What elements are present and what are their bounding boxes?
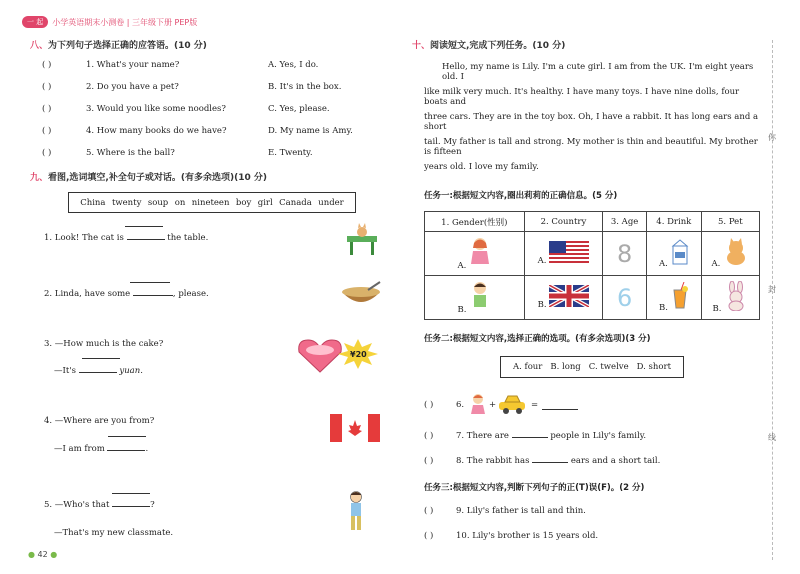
s9-question-5a: 5. —Who's that ? xyxy=(44,500,155,510)
header-badge: 一 起 xyxy=(22,16,48,28)
option: C. twelve xyxy=(588,362,629,372)
page-number: ● 42 ● xyxy=(28,550,58,559)
side-char: 封 xyxy=(768,285,776,294)
cat-icon xyxy=(723,238,749,266)
passage-line: Hello, my name is Lily. I'm a cute girl. I am from the UK. I'm eight years old. I xyxy=(442,62,754,82)
table-header: 4. Drink xyxy=(646,212,701,232)
question-6: 6. xyxy=(456,400,465,410)
option-box xyxy=(500,356,684,378)
passage-line: tail. My father is tall and strong. My mother is thin and beautiful. My brother is fifteen xyxy=(424,137,758,157)
answer-blank-upper[interactable] xyxy=(112,493,150,494)
uk-flag-icon xyxy=(549,285,589,307)
reading-passage xyxy=(424,62,764,187)
question-10: 10. Lily's brother is 15 years old. xyxy=(456,531,599,541)
answer-b: B. It's in the box. xyxy=(268,82,342,92)
canada-flag-icon xyxy=(330,414,380,442)
answer-blank[interactable] xyxy=(532,462,568,463)
paren-1[interactable]: ( ) xyxy=(42,60,52,70)
doll-icon xyxy=(470,393,486,415)
question-2: 2. Do you have a pet? xyxy=(86,82,179,92)
s9-question-1: 1. Look! The cat is the table. xyxy=(44,233,209,243)
answer-blank-upper[interactable] xyxy=(130,282,170,283)
girl-icon xyxy=(469,236,491,268)
answer-blank[interactable] xyxy=(542,409,578,410)
table-header: 1. Gender(性别) xyxy=(425,212,525,232)
question-9: 9. Lily's father is tall and thin. xyxy=(456,506,586,516)
info-table xyxy=(424,211,760,320)
section-8-title: 八、为下列句子选择正确的应答语。(10 分) xyxy=(30,41,207,51)
table-header: 5. Pet xyxy=(701,212,759,232)
answer-blank[interactable] xyxy=(133,295,173,296)
word-bank xyxy=(68,192,356,213)
usa-flag-icon xyxy=(549,241,589,263)
paren-8[interactable]: ( ) xyxy=(424,456,434,466)
rabbit-icon xyxy=(724,281,748,311)
answer-blank[interactable] xyxy=(112,506,150,507)
s9-question-3b: —It's yuan. xyxy=(54,366,143,376)
s9-question-4a: 4. —Where are you from? xyxy=(44,416,155,426)
car-icon xyxy=(497,393,527,415)
answer-blank[interactable] xyxy=(79,372,117,373)
option: A. four xyxy=(513,362,543,372)
section-9-title: 九、看图,选词填空,补全句子或对话。(有多余选项)(10 分) xyxy=(30,173,267,183)
answer-blank-upper[interactable] xyxy=(125,226,163,227)
answer-blank[interactable] xyxy=(107,450,145,451)
page-header xyxy=(22,16,197,28)
option: B. long xyxy=(550,362,581,372)
paren-2[interactable]: ( ) xyxy=(42,82,52,92)
country-b-cell[interactable]: B. xyxy=(524,276,603,320)
word: on xyxy=(174,197,186,208)
gender-b-cell[interactable]: B. xyxy=(425,276,525,320)
pet-a-cell[interactable]: A. xyxy=(701,232,759,276)
boy-icon xyxy=(469,280,491,312)
passage-line: like milk very much. It's healthy. I have many toys. I have nine dolls, four boats and xyxy=(424,87,740,107)
paren-9[interactable]: ( ) xyxy=(424,506,434,516)
price-label: ¥20 xyxy=(350,350,367,359)
paren-7[interactable]: ( ) xyxy=(424,431,434,441)
table-header: 2. Country xyxy=(524,212,603,232)
question-3: 3. Would you like some noodles? xyxy=(86,104,226,114)
word: soup xyxy=(147,197,169,208)
answer-a: A. Yes, I do. xyxy=(268,60,319,70)
option: D. short xyxy=(636,362,671,372)
s9-question-3a: 3. —How much is the cake? xyxy=(44,339,164,349)
question-8: 8. The rabbit has ears and a short tail. xyxy=(456,456,661,466)
drink-b-cell[interactable]: B. xyxy=(646,276,701,320)
juice-glass-icon xyxy=(671,282,689,310)
soup-bowl-icon xyxy=(340,280,382,310)
task-2-title: 任务二:根据短文内容,选择正确的选项。(有多余选项)(3 分) xyxy=(424,334,651,344)
paren-6[interactable]: ( ) xyxy=(424,400,434,410)
task-1-title: 任务一:根据短文内容,圈出莉莉的正确信息。(5 分) xyxy=(424,191,618,201)
side-char: 线 xyxy=(768,433,776,442)
word: boy xyxy=(235,197,252,208)
s9-question-2: 2. Linda, have some , please. xyxy=(44,289,209,299)
word: Canada xyxy=(279,197,312,208)
side-char: 你 xyxy=(768,133,776,142)
binding-line xyxy=(772,40,773,560)
age-a-cell[interactable]: 8 xyxy=(603,232,647,276)
country-a-cell[interactable]: A. xyxy=(524,232,603,276)
word: twenty xyxy=(111,197,142,208)
question-4: 4. How many books do we have? xyxy=(86,126,227,136)
word: girl xyxy=(257,197,273,208)
age-b-cell[interactable]: 6 xyxy=(603,276,647,320)
paren-5[interactable]: ( ) xyxy=(42,148,52,158)
paren-10[interactable]: ( ) xyxy=(424,531,434,541)
milk-carton-icon xyxy=(671,238,689,266)
answer-e: E. Twenty. xyxy=(268,148,313,158)
word: China xyxy=(80,197,106,208)
question-5: 5. Where is the ball? xyxy=(86,148,175,158)
passage-line: three cars. They are in the toy box. Oh, I have a rabbit. It has long ears and a short xyxy=(424,112,759,132)
answer-blank[interactable] xyxy=(512,437,548,438)
cat-on-table-icon xyxy=(343,222,381,256)
word: nineteen xyxy=(191,197,230,208)
paren-4[interactable]: ( ) xyxy=(42,126,52,136)
passage-line: years old. I love my family. xyxy=(424,162,539,172)
answer-blank-upper[interactable] xyxy=(82,358,120,359)
task-3-title: 任务三:根据短文内容,判断下列句子的正(T)误(F)。(2 分) xyxy=(424,483,645,493)
plus-sign: + xyxy=(489,400,497,410)
boy-icon xyxy=(346,490,366,534)
answer-blank-upper[interactable] xyxy=(108,436,146,437)
question-7: 7. There are people in Lily's family. xyxy=(456,431,647,441)
answer-d: D. My name is Amy. xyxy=(268,126,353,136)
s9-question-5b: —That's my new classmate. xyxy=(54,528,174,538)
section-10-title: 十、阅读短文,完成下列任务。(10 分) xyxy=(412,41,566,51)
header-text: 小学英语期末小测卷 | 三年级下册 PEP版 xyxy=(52,17,198,27)
word: under xyxy=(318,197,344,208)
gender-a-cell[interactable]: A. xyxy=(425,232,525,276)
equals-sign: = xyxy=(531,400,539,410)
table-header: 3. Age xyxy=(603,212,647,232)
paren-3[interactable]: ( ) xyxy=(42,104,52,114)
answer-c: C. Yes, please. xyxy=(268,104,330,114)
pet-b-cell[interactable]: B. xyxy=(701,276,759,320)
answer-blank[interactable] xyxy=(127,239,165,240)
question-1: 1. What's your name? xyxy=(86,60,180,70)
s9-question-4b: —I am from . xyxy=(54,444,149,454)
drink-a-cell[interactable]: A. xyxy=(646,232,701,276)
